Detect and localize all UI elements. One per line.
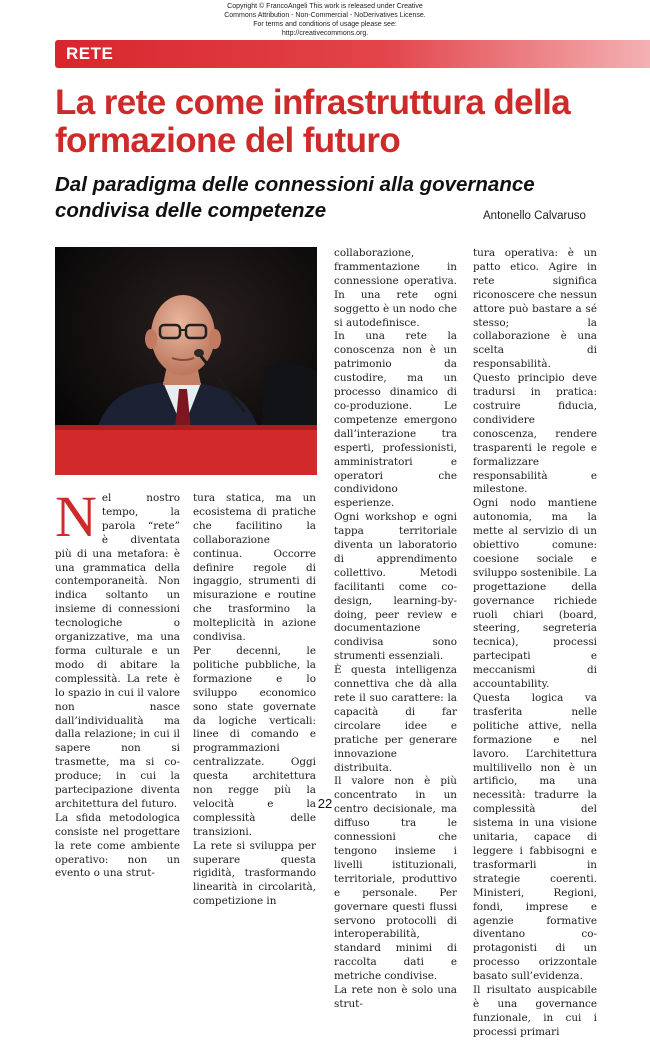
copyright-line: Commons Attribution - Non-Commercial - NoDerivatives License. bbox=[224, 12, 426, 19]
paragraph: In una rete la conoscenza non è un patrimonio da custodire, ma un processo dinamico di co-produzione. Le competenze emergono dall’interazione tra esperti, professionisti, amministratori e operatori che condividono esperienze. bbox=[334, 330, 457, 510]
article-column-4 bbox=[473, 247, 597, 1040]
section-label: RETE bbox=[66, 44, 114, 63]
paragraph: Il valore non è più concentrato in un centro decisionale, ma diffuso tra le connessioni che tengono insieme i livelli istituzionali, territoriale, produttivo e personale. Per governare questi flussi servono protocolli di interoperabilità, standard minimi di raccolta dati e metriche condivise. bbox=[334, 775, 457, 983]
copyright-link[interactable]: http://creativecommons.org. bbox=[281, 30, 369, 37]
paragraph: collaborazione, frammentazione in connessione operativa. In una rete ogni soggetto è un nodo che si autodefinisce. bbox=[334, 247, 457, 329]
page-number: 22 bbox=[317, 796, 333, 811]
paragraph: Questa logica va trasferita nelle politiche attive, nella formazione e nel lavoro. L’architettura multilivello non è un artificio, ma una necessità: tradurre la complessità del sistema in una visione unitaria, capace di leggere i fabbisogni e trasformarli in strategie coerenti. Ministeri, Regioni, fondi, imprese e agenzie formative diventano co-protagonisti di un processo orizzontale basato sull’evidenza. bbox=[473, 692, 597, 983]
paragraph: La sfida metodologica consiste nel progettare la rete come ambiente operativo: non un evento o una strut- bbox=[55, 811, 180, 880]
paragraph: tura statica, ma un ecosistema di pratiche che facilitino la collaborazione continua. Occorre definire regole di ingaggio, strumenti di misurazione e routine che trasformino la molteplicità in azione condivisa. bbox=[193, 492, 316, 644]
paragraph: Per decenni, le politiche pubbliche, la formazione e lo sviluppo economico sono state governate da logiche verticali: linee di comando e programmazioni centralizzate. Oggi questa architettura non regge più la velocità e la complessità delle transizioni. bbox=[193, 644, 316, 838]
paragraph bbox=[55, 484, 180, 812]
paragraph: Ogni workshop e ogni tappa territoriale diventa un laboratorio di apprendimento collettivo. Metodi facilitanti come co-design, learning-by-doing, peer review e documentazione condivisa sono strumenti essenziali. bbox=[334, 511, 457, 663]
article-title: La rete come infrastruttura della formazione del futuro bbox=[55, 83, 571, 160]
article-column-1 bbox=[55, 484, 180, 881]
section-header-band bbox=[55, 40, 650, 68]
paragraph: Ogni nodo mantiene autonomia, ma la mette al servizio di un obiettivo comune: coesione sociale e sviluppo sostenibile. La progettazione della governance richiede ruoli chiari (board, steering, segreteria tecnica), processi partecipati e meccanismi di accountability. bbox=[473, 497, 597, 691]
article-author: Antonello Calvaruso bbox=[483, 210, 586, 222]
paragraph: tura operativa: è un patto etico. Agire in rete significa riconoscere che nessun attore può bastare a sé stesso; la collaborazione è una scelta di responsabilità. bbox=[473, 247, 597, 371]
copyright-line: Copyright © FrancoAngeli This work is released under Creative bbox=[227, 3, 423, 10]
article-column-3 bbox=[334, 247, 457, 1012]
paragraph: La rete si sviluppa per superare questa rigidità, trasformando linearità in circolarità, competizione in bbox=[193, 839, 316, 908]
paragraph: La rete non è solo una strut- bbox=[334, 984, 457, 1010]
article-column-2 bbox=[193, 492, 316, 909]
paragraph: È questa intelligenza connettiva che dà alla rete il suo carattere: la capacità di far circolare idee e pratiche per generare innovazione distribuita. bbox=[334, 664, 457, 774]
paragraph-text: el nostro tempo, la parola “rete” è diventata più di una metafora: è una grammatica della contemporaneità. Non indica soltanto un insieme di connessioni tecnologiche o organizzative, ma una forma culturale e un modo di abitare la complessità. La rete è lo spazio in cui il valore non nasce dall’individualità ma dalla relazione; in cui il sapere non si trasmette, ma si co-produce; in cui la partecipazione diventa architettura del futuro. bbox=[55, 492, 180, 810]
copyright-line: For terms and conditions of usage please see: bbox=[253, 21, 397, 28]
article-subtitle: Dal paradigma delle connessioni alla governance condivisa delle competenze bbox=[55, 173, 535, 222]
drop-cap: N bbox=[55, 484, 97, 549]
copyright-notice bbox=[200, 2, 450, 38]
author-photo bbox=[55, 247, 317, 475]
paragraph: Questo principio deve tradursi in pratica: costruire fiducia, condividere conoscenza, rendere trasparenti le regole e formalizzare responsabilità e milestone. bbox=[473, 372, 597, 496]
paragraph: Il risultato auspicabile è una governance funzionale, in cui i processi primari bbox=[473, 984, 597, 1038]
